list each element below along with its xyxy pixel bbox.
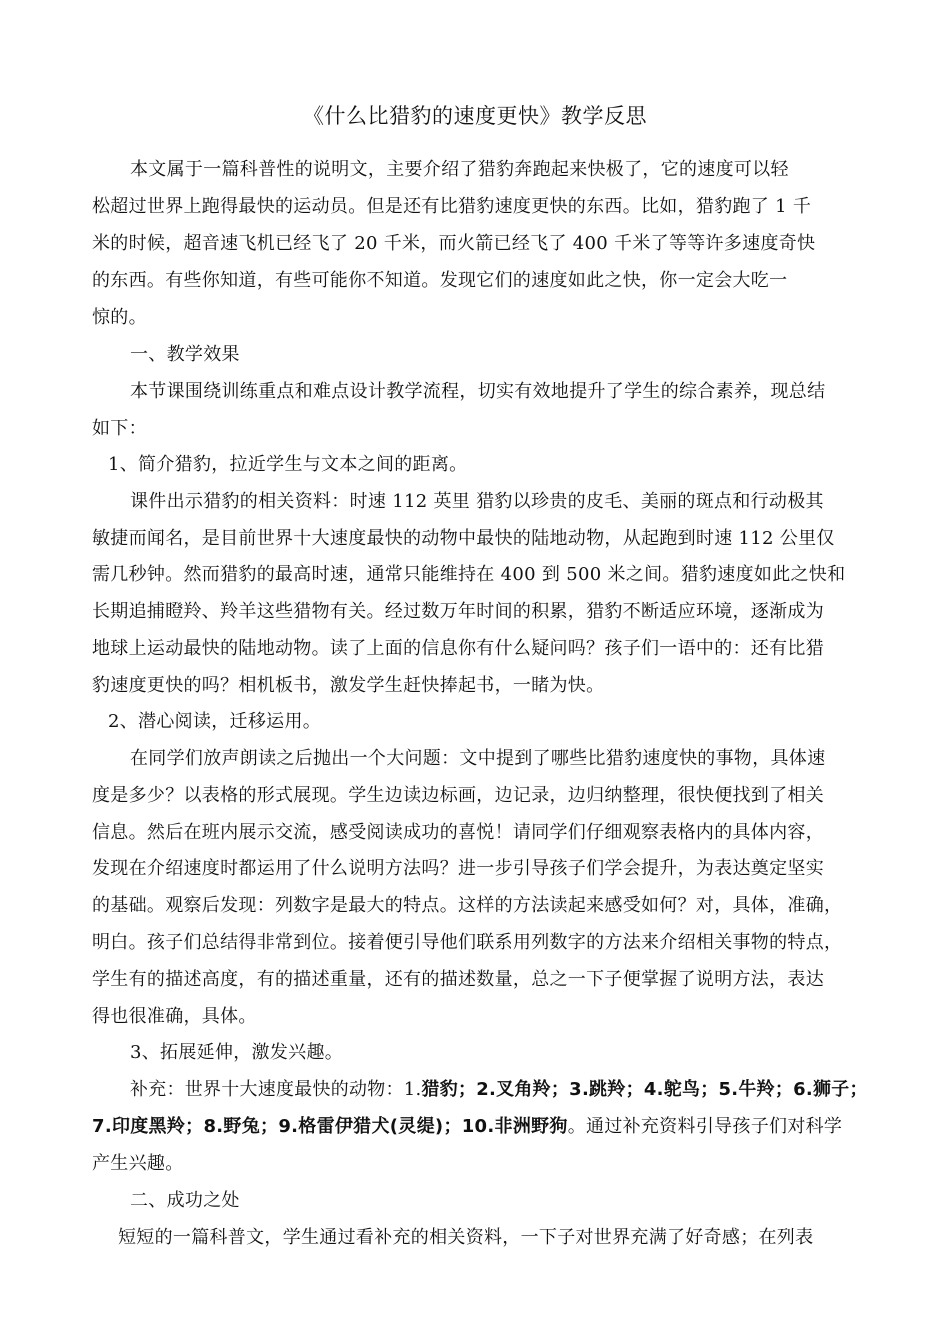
item-2-line-8: 得也很准确，具体。 [92, 1006, 257, 1027]
item-3-line-1 [130, 1078, 868, 1102]
item-3-suffix: 。通过补充资料引导孩子们对科学 [567, 1116, 843, 1137]
section-1-heading: 一、教学效果 [130, 344, 240, 365]
item-1-line-3: 需几秒钟。然而猎豹的最高时速，通常只能维持在 400 到 500 米之间。猎豹速度如此之快和 [92, 564, 846, 585]
item-2-heading: 2、潜心阅读，迁移运用。 [108, 711, 322, 732]
item-2-line-2: 度是多少？以表格的形式展现。学生边读边标画，边记录，边归纳整理，很快便找到了相关 [92, 785, 824, 806]
item-2-line-3: 信息。然后在班内展示交流，感受阅读成功的喜悦！请同学们仔细观察表格内的具体内容， [92, 822, 824, 843]
item-1-line-2: 敏捷而闻名，是目前世界十大速度最快的动物中最快的陆地动物，从起跑到时速 112 公里仅 [92, 528, 835, 549]
item-3-prefix: 补充：世界十大速度最快的动物：1. [130, 1079, 422, 1100]
item-1-line-5: 地球上运动最快的陆地动物。读了上面的信息你有什么疑问吗？孩子们一语中的：还有比猎 [92, 638, 824, 659]
section-2-line-1: 短短的一篇科普文，学生通过看补充的相关资料，一下子对世界充满了好奇感；在列表 [118, 1227, 814, 1248]
item-3-heading: 3、拓展延伸，激发兴趣。 [130, 1042, 344, 1063]
item-3-animal-list-part-1: 猎豹；2.叉角羚；3.跳羚；4.鸵鸟；5.牛羚；6.狮子； [421, 1079, 868, 1100]
item-3-line-2 [92, 1115, 842, 1139]
intro-line-3: 米的时候，超音速飞机已经飞了 20 千米，而火箭已经飞了 400 千米了等等许多速度奇快 [92, 233, 816, 254]
section-1-intro-line-2: 如下： [92, 418, 147, 439]
item-2-line-5: 的基础。观察后发现：列数字是最大的特点。这样的方法读起来感受如何？对，具体，准确， [92, 895, 843, 916]
section-1-intro-line-1: 本节课围绕训练重点和难点设计教学流程，切实有效地提升了学生的综合素养，现总结 [130, 381, 826, 402]
item-2-line-4: 发现在介绍速度时都运用了什么说明方法吗？进一步引导孩子们学会提升，为表达奠定坚实 [92, 858, 824, 879]
item-1-line-1: 课件出示猎豹的相关资料：时速 112 英里 猎豹以珍贵的皮毛、美丽的斑点和行动极其 [130, 491, 824, 512]
intro-line-2: 松超过世界上跑得最快的运动员。但是还有比猎豹速度更快的东西。比如，猎豹跑了 1 千 [92, 196, 812, 217]
item-2-line-6: 明白。孩子们总结得非常到位。接着便引导他们联系用列数字的方法来介绍相关事物的特点， [92, 932, 843, 953]
item-2-line-1: 在同学们放声朗读之后抛出一个大问题：文中提到了哪些比猎豹速度快的事物，具体速 [130, 748, 826, 769]
intro-line-1: 本文属于一篇科普性的说明文，主要介绍了猎豹奔跑起来快极了，它的速度可以轻 [130, 159, 789, 180]
section-2-heading: 二、成功之处 [130, 1190, 240, 1211]
item-2-line-7: 学生有的描述高度，有的描述重量，还有的描述数量，总之一下子便掌握了说明方法，表达 [92, 969, 824, 990]
intro-line-5: 惊的。 [92, 307, 147, 328]
intro-line-4: 的东西。有些你知道，有些可能你不知道。发现它们的速度如此之快，你一定会大吃一 [92, 270, 788, 291]
item-3-animal-list-part-2: 7.印度黑羚；8.野兔；9.格雷伊猎犬(灵缇)；10.非洲野狗 [92, 1116, 568, 1137]
item-3-line-3: 产生兴趣。 [92, 1153, 184, 1174]
document-title: 《什么比猎豹的速度更快》教学反思 [303, 104, 647, 128]
item-1-heading: 1、简介猎豹，拉近学生与文本之间的距离。 [108, 454, 468, 475]
item-1-line-4: 长期追捕瞪羚、羚羊这些猎物有关。经过数万年时间的积累，猎豹不断适应环境，逐渐成为 [92, 601, 824, 622]
item-1-line-6: 豹速度更快的吗？相机板书，激发学生赶快捧起书，一睹为快。 [92, 675, 605, 696]
